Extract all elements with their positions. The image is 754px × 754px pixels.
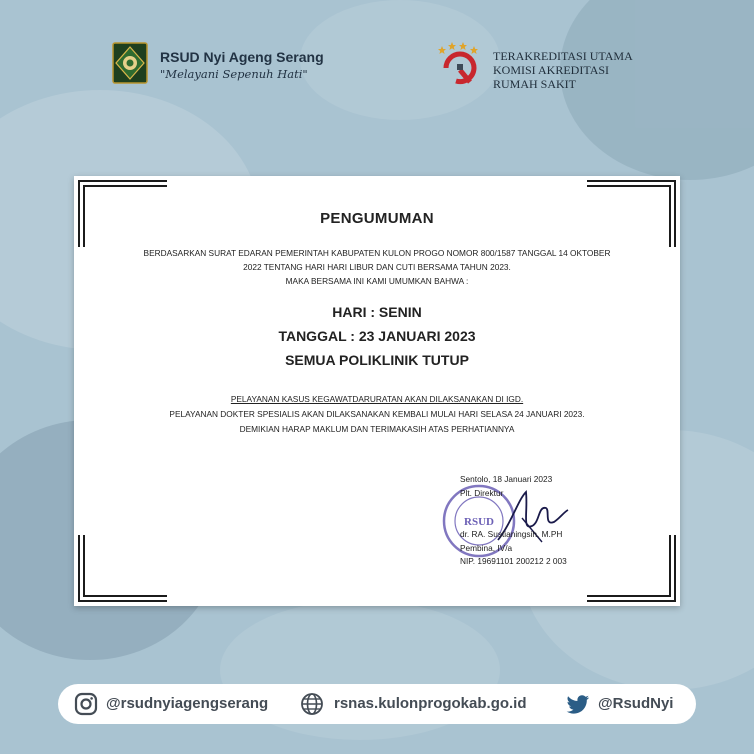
- instagram-icon[interactable]: [74, 692, 98, 716]
- hospital-emblem-icon: [112, 42, 148, 84]
- announcement-title: PENGUMUMAN: [320, 210, 434, 227]
- instagram-handle-link[interactable]: @rsudnyiagengserang: [106, 695, 269, 712]
- basis-line: MAKA BERSAMA INI KAMI UMUMKAN BAHWA :: [285, 276, 469, 286]
- signature-block: [460, 473, 567, 569]
- announcement-day: HARI : SENIN: [332, 304, 422, 320]
- globe-icon[interactable]: [300, 692, 324, 716]
- accreditation-text: [493, 49, 633, 91]
- accreditation-line-2: KOMISI AKREDITASI: [493, 63, 610, 77]
- announcement-date: TANGGAL : 23 JANUARI 2023: [278, 328, 476, 344]
- sign-rank: Pembina, IV/a: [460, 542, 513, 553]
- sign-place-date: Sentolo, 18 Januari 2023: [460, 474, 553, 484]
- sign-nip: NIP. 19691101 200212 2 003: [460, 556, 567, 566]
- frame-corner-bottom-left: [78, 535, 167, 602]
- stamp-text: RSUD: [464, 516, 494, 528]
- announcement-closure: SEMUA POLIKLINIK TUTUP: [285, 352, 469, 368]
- basis-line: 2022 TENTANG HARI HARI LIBUR DAN CUTI BERSAMA TAHUN 2023.: [243, 262, 511, 272]
- twitter-icon[interactable]: [564, 692, 592, 716]
- sign-name: dr. RA. Sustianingsih, M.PH: [460, 529, 563, 539]
- twitter-handle-link[interactable]: @RsudNyi: [598, 695, 674, 712]
- hospital-tagline: "Melayani Sepenuh Hati": [160, 67, 308, 81]
- frame-corner-bottom-right: [587, 535, 676, 602]
- website-link[interactable]: rsnas.kulonprogokab.go.id: [334, 695, 527, 712]
- closing-note: DEMIKIAN HARAP MAKLUM DAN TERIMAKASIH ATAS PERHATIANNYA: [239, 424, 515, 434]
- announcement-notes: [114, 392, 640, 437]
- sign-role: Plt. Direktur: [460, 487, 504, 498]
- accreditation-line-3: RUMAH SAKIT: [493, 77, 577, 91]
- announcement-basis: [114, 246, 640, 288]
- basis-line: BERDASARKAN SURAT EDARAN PEMERINTAH KABUPATEN KULON PROGO NOMOR 800/1587 TANGGAL 14 OKTOBER: [143, 248, 611, 258]
- hospital-name: RSUD Nyi Ageng Serang: [160, 49, 324, 65]
- emergency-note: PELAYANAN KASUS KEGAWATDARURATAN AKAN DILAKSANAKAN DI IGD.: [230, 394, 524, 404]
- specialist-note: PELAYANAN DOKTER SPESIALIS AKAN DILAKSANAKAN KEMBALI MULAI HARI SELASA 24 JANUARI 2023.: [169, 409, 585, 419]
- accreditation-logo-icon: [436, 40, 484, 86]
- accreditation-line-1: TERAKREDITASI UTAMA: [493, 49, 633, 63]
- social-footer: [58, 684, 696, 724]
- announcement-card: [74, 176, 680, 606]
